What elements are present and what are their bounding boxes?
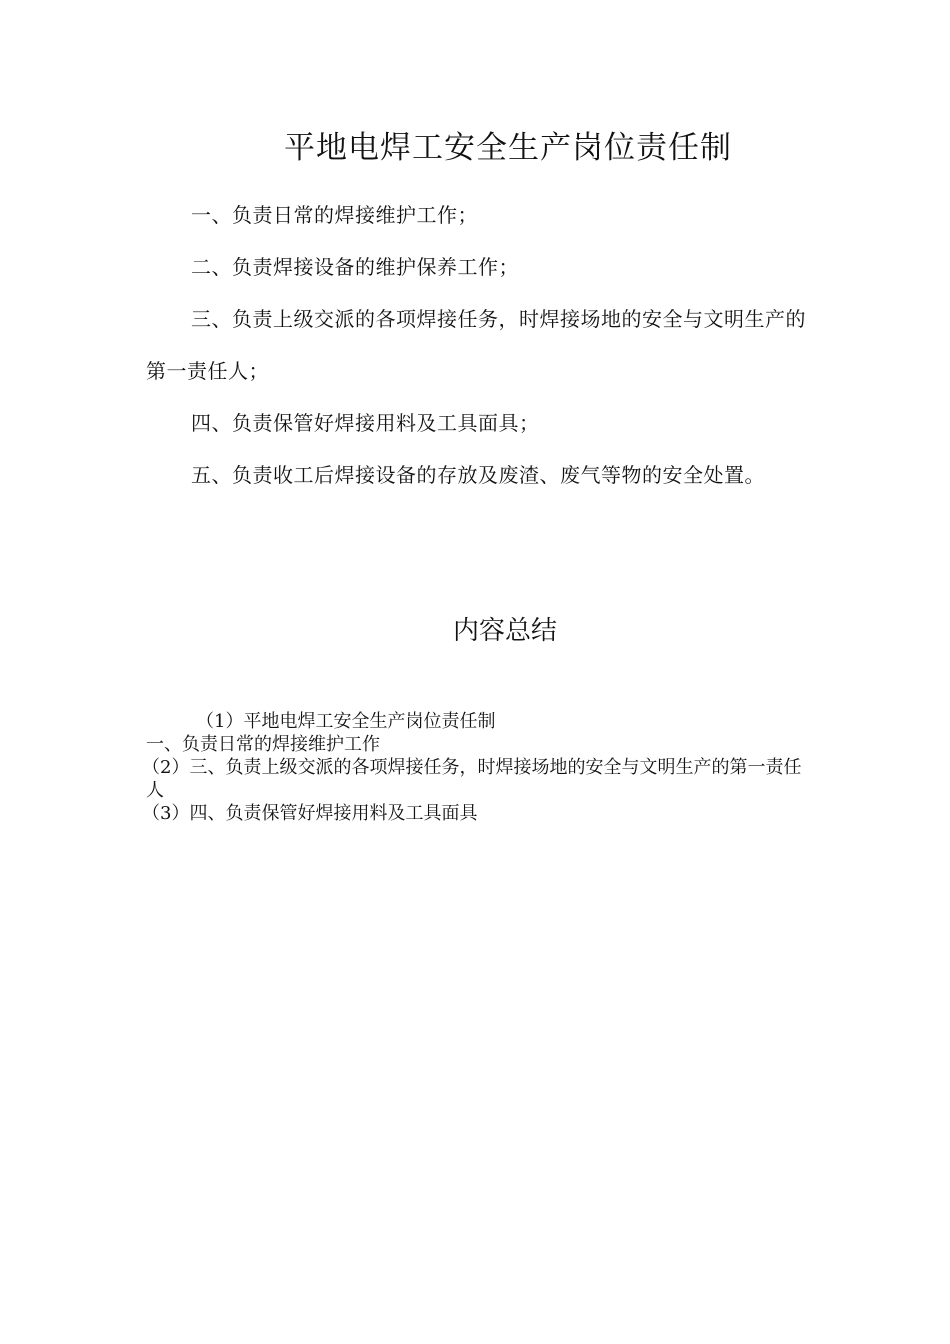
duty-item-2: 二、负责焊接设备的维护保养工作； [191,255,519,279]
summary-line-4: （3）四、负责保管好焊接用料及工具面具 [142,803,478,824]
duty-item-5: 五、负责收工后焊接设备的存放及废渣、废气等物的安全处置。 [191,463,765,487]
duty-item-4: 四、负责保管好焊接用料及工具面具； [191,411,540,435]
summary-line-2: 一、负责日常的焊接维护工作 [146,734,380,755]
summary-line-3: （2）三、负责上级交派的各项焊接任务，时焊接场地的安全与文明生产的第一责任人 [142,757,802,801]
summary-section [142,710,812,825]
document-title: 平地电焊工安全生产岗位责任制 [284,130,732,166]
duty-item-3: 三、负责上级交派的各项焊接任务，时焊接场地的安全与文明生产的第一责任人； [146,307,806,383]
duty-item-1: 一、负责日常的焊接维护工作； [191,203,478,227]
summary-line-1: （1）平地电焊工安全生产岗位责任制 [196,711,496,732]
summary-title: 内容总结 [452,616,557,646]
